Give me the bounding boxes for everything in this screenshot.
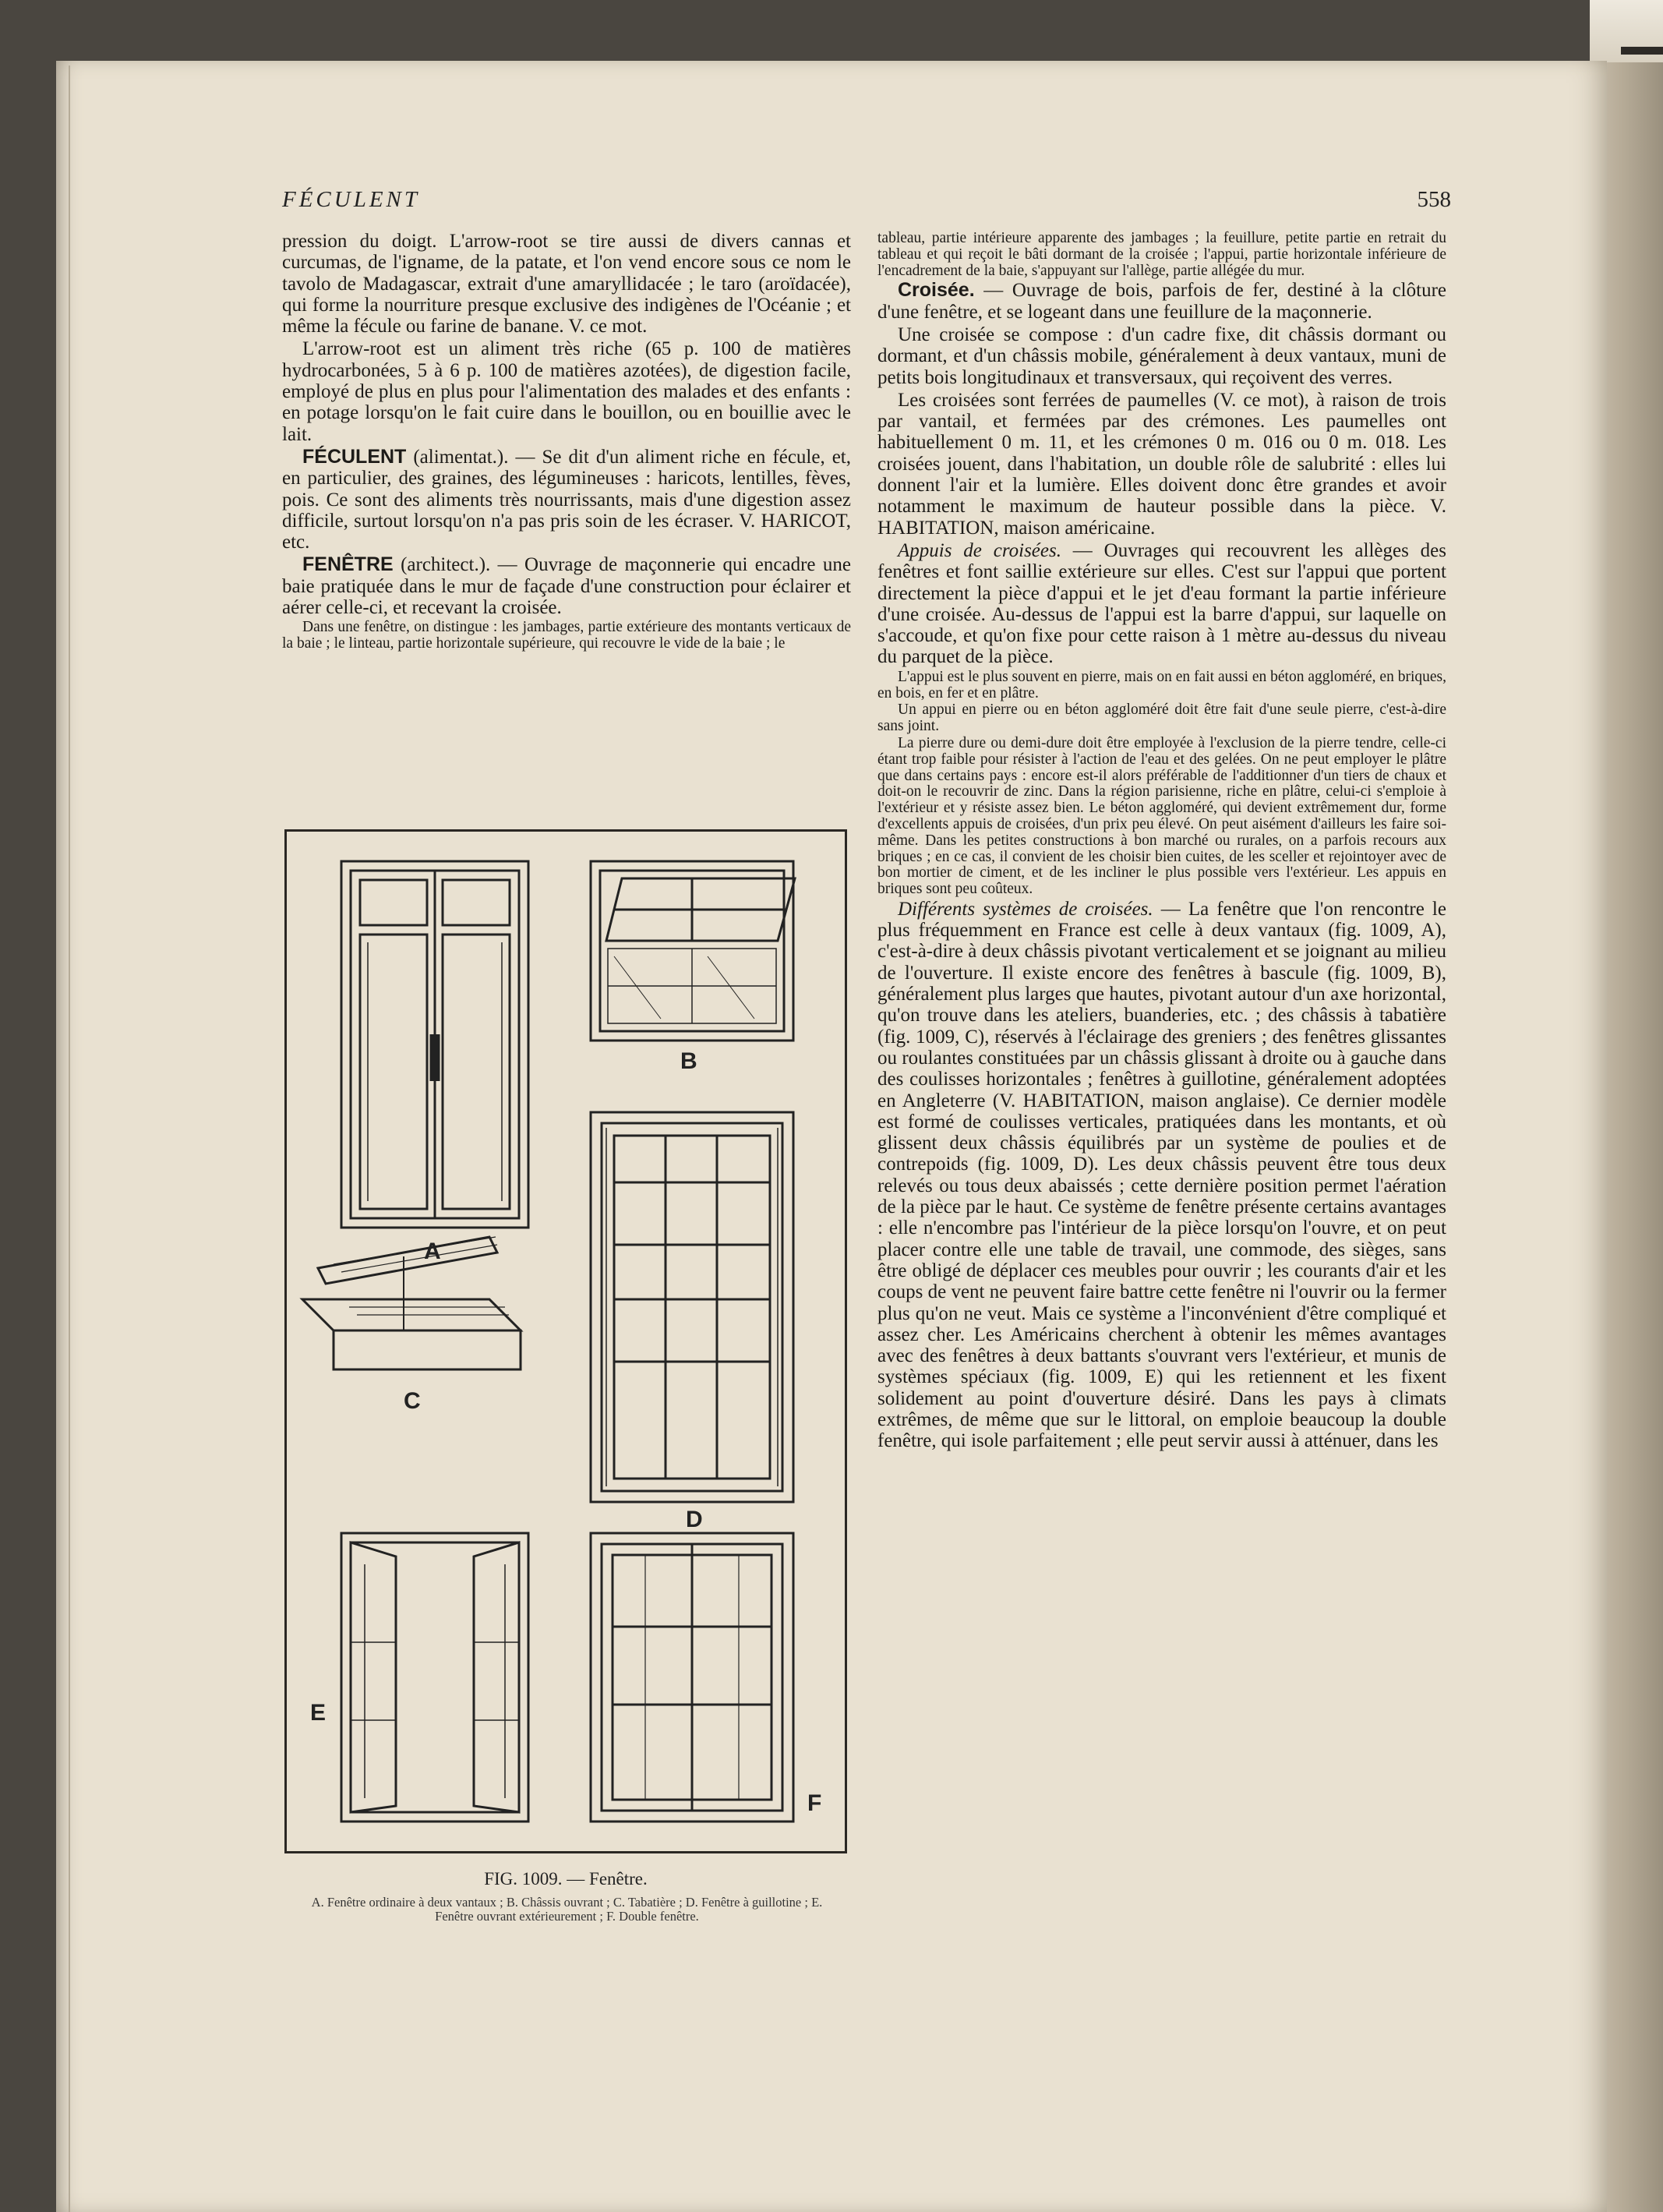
entry-fenetre-definition: — Ouvrage de maçonnerie qui encadre une baie pratiquée dans le mur de façade d'une construction pour éclairer et aérer celle-ci, et recevant la croisée. xyxy=(282,554,851,619)
paragraph-arrowroot-nutrition: L'arrow-root est un aliment très riche (65 p. 100 de matières hydrocarbonées, 5 à 6 p. 100 de matières azotées), de digestion facile, employé de plus en plus pour l'alimentation des malades et des enfants : en potage lorsqu'on le fait cuire dans le bouillon, ou en bouillie avec le lait. xyxy=(282,338,851,445)
entry-croisee-headword: Croisée. xyxy=(898,279,975,302)
paragraph-croisee-composition: Une croisée se compose : d'un cadre fixe, dit châssis dormant ou dormant, et d'un châssis mobile, généralement à deux vantaux, muni de petits bois longitudinaux et transversaux, qui reçoivent des verres. xyxy=(877,323,1446,388)
subentry-appuis-heading: Appuis de croisées. xyxy=(898,539,1061,561)
window-illustrations xyxy=(287,832,845,1851)
paragraph-arrowroot-sources: pression du doigt. L'arrow-root se tire aussi de divers cannas et curcumas, de l'igname, de la patate, et l'on vend encore sous ce nom le tavolo de Madagascar, extrait d'une amaryllidacée ; le taro (aroïdacée), qui forme la nourriture presque exclusive des indigènes de l'Océanie ; et même la fécule ou farine de banane. V. ce mot. xyxy=(282,231,851,337)
entry-fenetre-headword: FENÊTRE xyxy=(302,553,394,576)
subentry-appuis xyxy=(877,540,1446,668)
subentry-systemes xyxy=(877,899,1446,1452)
entry-feculent-definition: — Se dit d'un aliment riche en fécule, et, en particulier, des graines, des légumineuses : haricots, lentilles, fèves, pois. Ce sont des aliments très nourrissants, mais d'une digestion assez difficile, surtout lorsqu'on n'a pas pris soin de les écraser. V. HARICOT, etc. xyxy=(282,446,851,553)
page-number: 558 xyxy=(1417,187,1451,212)
subentry-systemes-heading: Différents systèmes de croisées. xyxy=(898,898,1153,920)
window-b-drawing xyxy=(591,861,795,1041)
small-print-appui-materials: L'appui est le plus souvent en pierre, mais on en fait aussi en béton aggloméré, en briques, en bois, en fer et en plâtre. xyxy=(877,668,1446,701)
small-print-jambages: Dans une fenêtre, on distingue : les jambages, partie extérieure des montants verticaux de la baie ; le linteau, partie horizontale supérieure, qui recouvre le vide de la baie ; le xyxy=(282,619,851,652)
figure-label-b: B xyxy=(680,1048,697,1074)
small-print-tableau: tableau, partie intérieure apparente des jambages ; la feuillure, petite partie en retrait du tableau et qui reçoit le bâti dormant de la croisée ; l'appui, partie horizontale inférieure de l'encadrement de la baie, s'appuyant sur l'allège, partie allégée du mur. xyxy=(877,230,1446,279)
figure-caption: FIG. 1009. — Fenêtre. xyxy=(484,1869,648,1889)
right-column xyxy=(877,231,1446,1454)
entry-fenetre xyxy=(282,554,851,618)
entry-croisee xyxy=(877,280,1446,323)
figure-label-e: E xyxy=(310,1700,327,1726)
small-print-appui-pierre: Un appui en pierre ou en béton aggloméré doit être fait d'une seule pierre, c'est-à-dire sans joint. xyxy=(877,701,1446,735)
left-column xyxy=(282,231,851,653)
small-print-appui-details: La pierre dure ou demi-dure doit être employée à l'exclusion de la pierre tendre, celle-ci étant trop faible pour résister à l'action de l'eau et des gelées. On ne peut employer le plâtre que dans certains pays : encore est-il alors préférable de l'additionner d'un tiers de chaux et doit-on le recouvrir de zinc. Dans la région parisienne, riche en plâtre, celui-ci s'emploie à l'extérieur et y résiste assez bien. Le béton aggloméré, qui devient extrêmement dur, forme d'excellents appuis de croisées, d'un prix peu élevé. On peut aisément d'ailleurs les faire soi-même. Dans les petites constructions à bon marché ou rurales, on a parfois recours aux briques ; en ce cas, il convient de les choisir bien cuites, de les sceller et rejointoyer avec de bon mortier de ciment, et de les incliner le plus possible vers l'extérieur. Les appuis en briques sont peu coûteux. xyxy=(877,734,1446,898)
window-c-drawing xyxy=(302,1237,521,1369)
binding-stripe xyxy=(1621,47,1663,55)
figure-label-d: D xyxy=(686,1507,703,1532)
window-e-drawing xyxy=(341,1533,528,1822)
window-f-drawing xyxy=(591,1533,793,1822)
figure-label-a: A xyxy=(424,1239,441,1264)
gutter-shadow xyxy=(69,65,70,2212)
figure-legend: A. Fenêtre ordinaire à deux vantaux ; B. Châssis ouvrant ; C. Tabatière ; D. Fenêtre à guillotine ; E. Fenêtre ouvrant extérieurement ; F. Double fenêtre. xyxy=(311,1895,823,1924)
entry-feculent-domain: (alimentat.). xyxy=(406,446,509,468)
subentry-appuis-body: — Ouvrages qui recouvrent les allèges des fenêtres et font saillie extérieure sur elles. C'est sur l'appui que portent directement la pièce d'appui et le jet d'eau formant la partie inférieure d'une croisée. Au-dessus de l'appui est la barre d'appui, sur laquelle on s'accoude, et qu'on fixe pour cette raison à 1 mètre au-dessus du niveau du parquet de la pièce. xyxy=(877,539,1446,668)
figure-label-f: F xyxy=(807,1790,822,1816)
entry-feculent xyxy=(282,447,851,553)
entry-fenetre-domain: (architect.). xyxy=(393,554,491,576)
figure-1009 xyxy=(284,829,847,1853)
window-a-drawing xyxy=(341,861,528,1228)
entry-croisee-definition: — Ouvrage de bois, parfois de fer, destiné à la clôture d'une fenêtre, et se logeant dans une feuillure de la maçonnerie. xyxy=(877,280,1446,323)
running-head xyxy=(282,187,1451,218)
entry-feculent-headword: FÉCULENT xyxy=(302,445,407,468)
window-d-drawing xyxy=(591,1112,793,1502)
paragraph-croisee-ferrures: Les croisées sont ferrées de paumelles (V. ce mot), à raison de trois par vantail, et fermées par des crémones. Les paumelles ont habituellement 0 m. 11, et les crémones 0 m. 016 ou 0 m. 018. Les croisées jouent, dans l'habitation, un double rôle de salubrité : elles lui donnent l'air et la lumière. Elles doivent donc être grandes et avoir notamment le maximum de hauteur possible dans la pièce. V. HABITATION, maison américaine. xyxy=(877,389,1446,539)
running-head-word: FÉCULENT xyxy=(282,187,421,212)
figure-label-c: C xyxy=(404,1388,421,1414)
subentry-systemes-body: — La fenêtre que l'on rencontre le plus fréquemment en France est celle à deux vantaux (fig. 1009, A), c'est-à-dire à deux châssis pivotant verticalement et se joignant au milieu de l'ouverture. Il existe encore des fenêtres à bascule (fig. 1009, B), généralement plus larges que hautes, pivotant autour d'un axe horizontal, qu'on trouve dans les ateliers, buanderies, etc. ; des châssis à tabatière (fig. 1009, C), réservés à l'éclairage des greniers ; des fenêtres glissantes ou roulantes constituées par un châssis glissant à droite ou à gauche dans des coulisses horizontales ; fenêtres à guillotine, généralement adoptées en Angleterre (V. HABITATION, maison anglaise). Ce dernier modèle est formé de coulisses verticales, pratiquées dans les montants, et où glissent deux châssis équilibrés par un système de poulies et de contrepoids (fig. 1009, D). Les deux châssis peuvent être tous deux relevés ou tous deux abaissés ; cette dernière position permet l'aération de la pièce par le haut. Ce système de fenêtre présente certains avantages : elle n'encombre pas l'intérieur de la pièce lorsqu'on l'ouvre, et on peut placer contre elle une table de travail, une commode, des sièges, sans être obligé de déplacer ces meubles pour ouvrir ; les courants d'air et les coups de vent ne peuvent faire battre cette fenêtre ni l'ouvrir ou la fermer plus qu'on ne veut. Mais ce système a l'inconvénient d'être compliqué et assez cher. Les Américains cherchent à obtenir les mêmes avantages avec des fenêtres à deux battants s'ouvrant vers l'extérieur, et munis de systèmes spéciaux (fig. 1009, E) qui les retiennent et les fixent solidement au point d'ouverture désiré. Dans les pays à climats extrêmes, de même que sur le littoral, on emploie beaucoup la double fenêtre, qui isole parfaitement ; elle peut servir aussi à atténuer, dans les xyxy=(877,898,1446,1452)
